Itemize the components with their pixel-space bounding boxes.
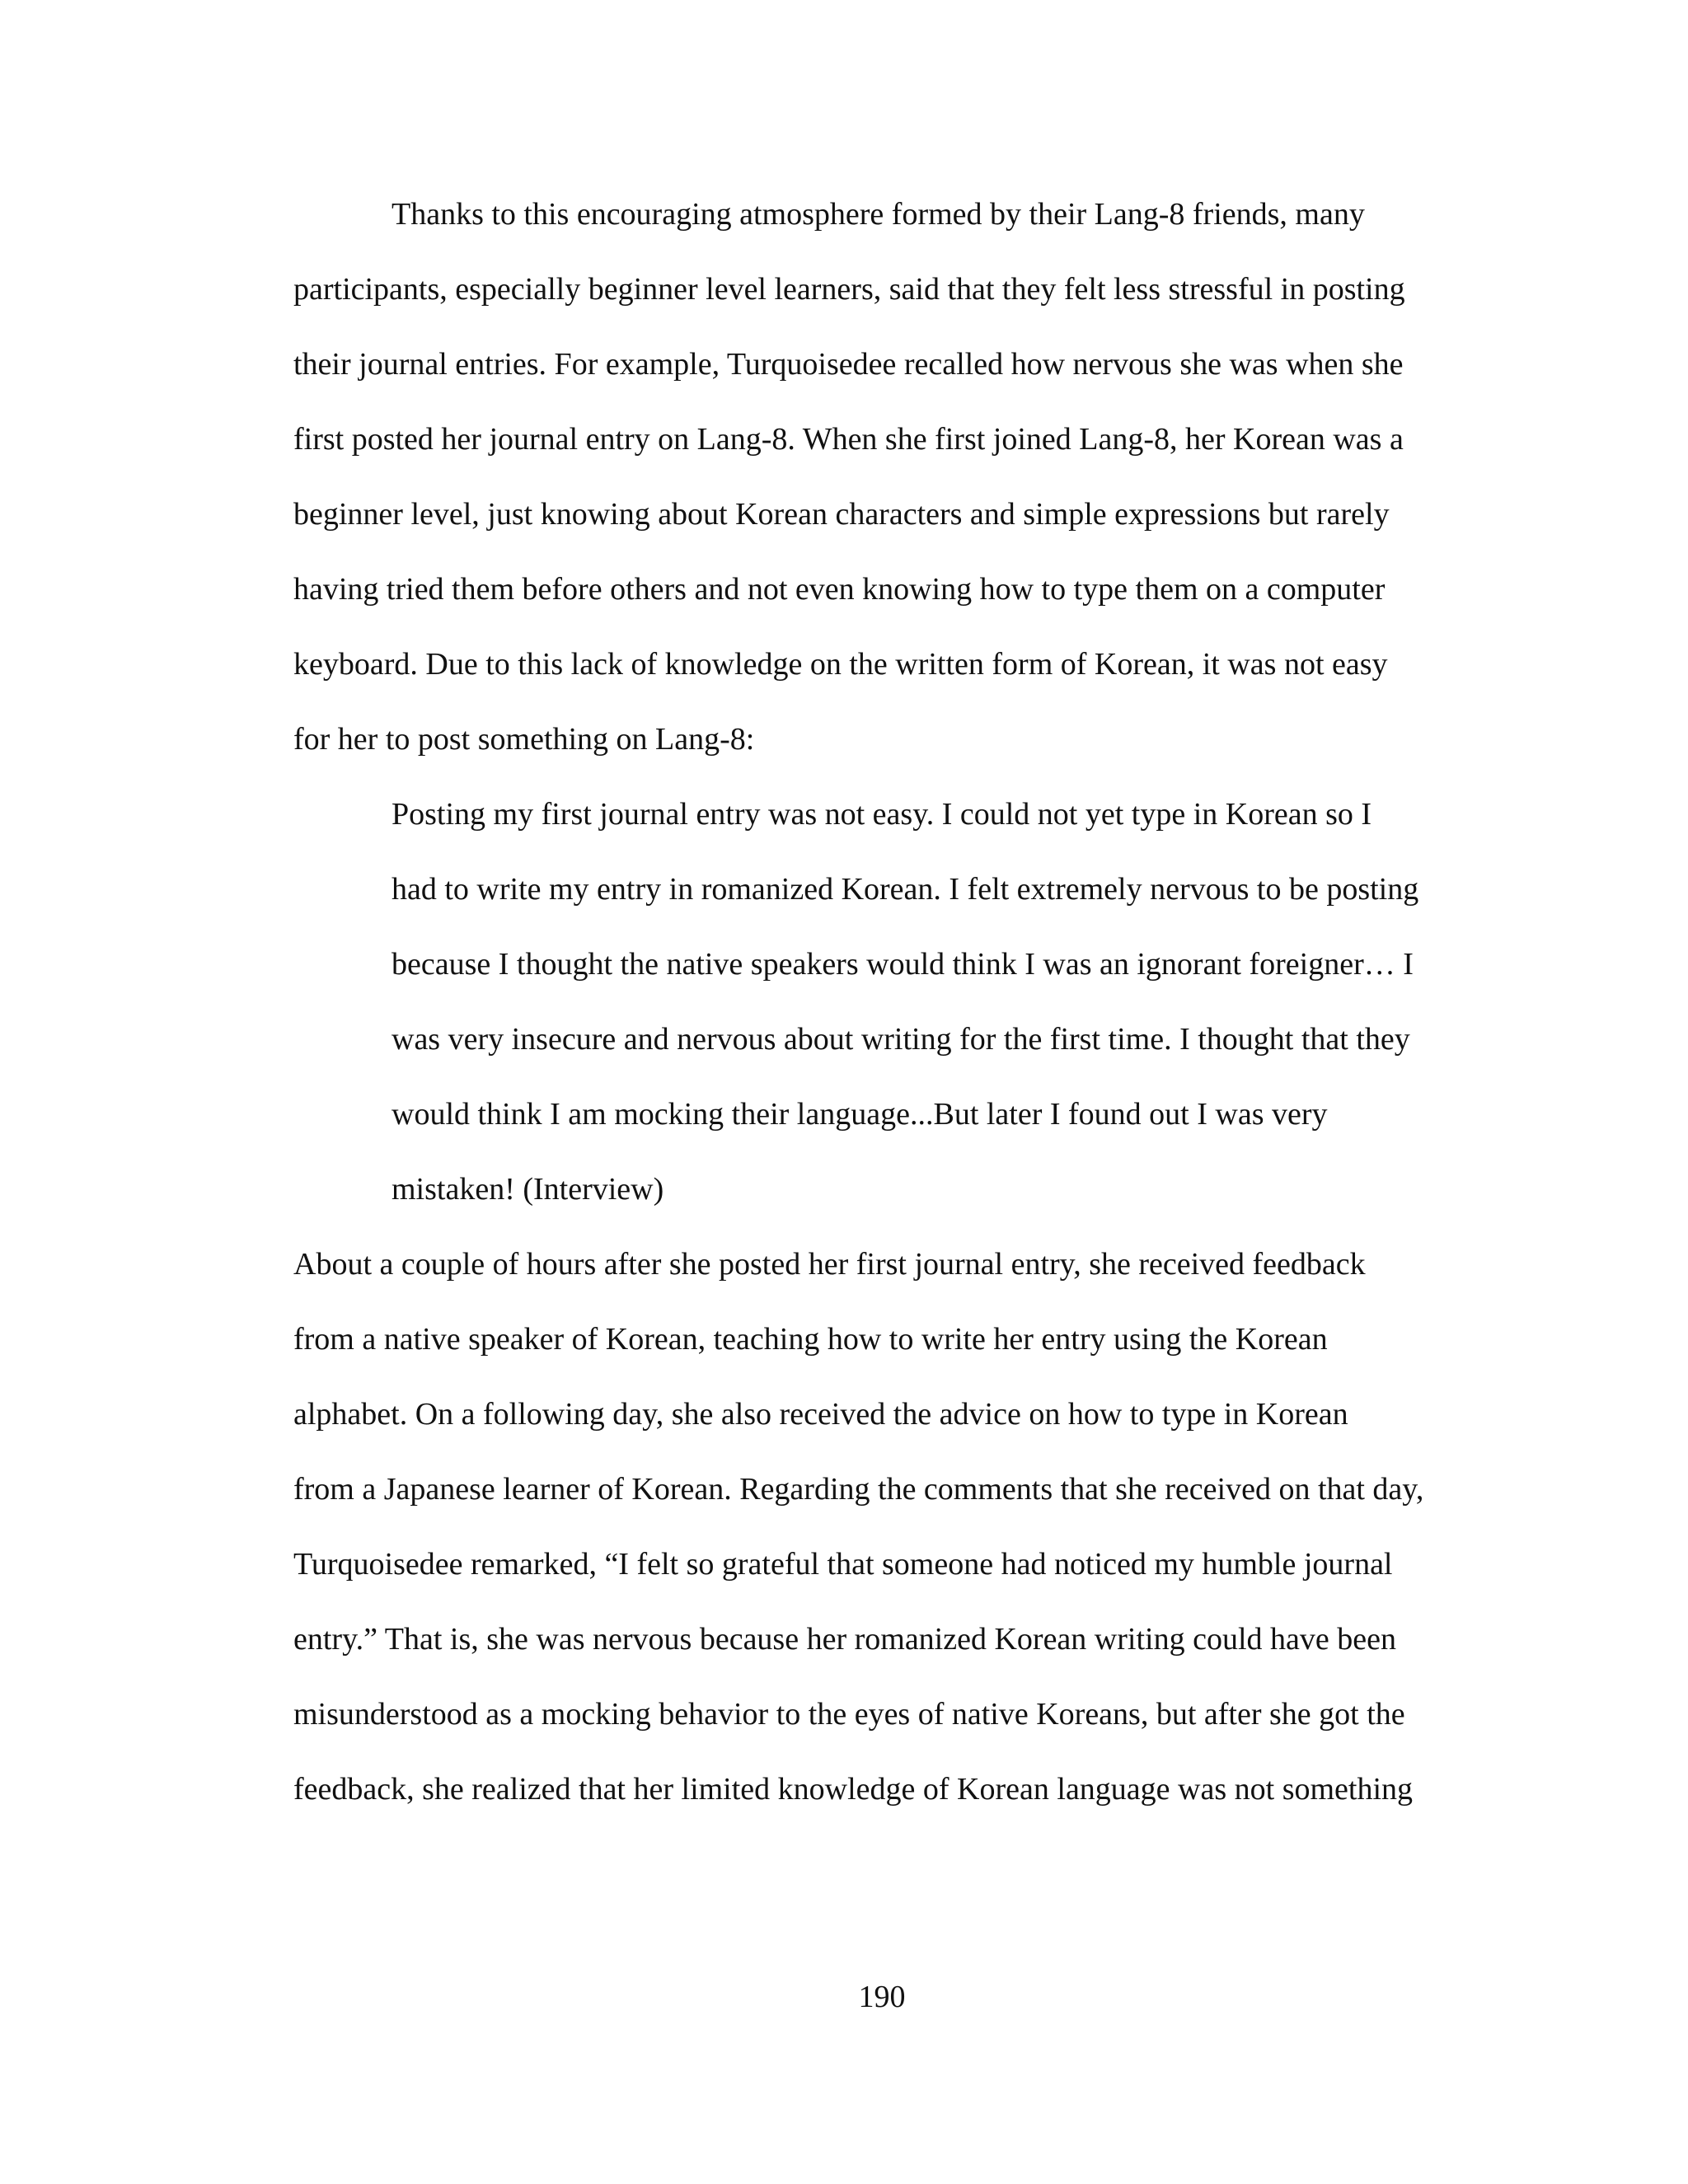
block-quote-line-6: mistaken! (Interview)	[392, 1172, 664, 1207]
block-quote-line-3: because I thought the native speakers would think I was an ignorant foreigner… I	[392, 947, 1414, 982]
paragraph-2-line-5: Turquoisedee remarked, “I felt so grateful that someone had noticed my humble journal	[293, 1547, 1393, 1582]
paragraph-1-line-6: having tried them before others and not even knowing how to type them on a computer	[293, 572, 1386, 607]
block-quote-line-4: was very insecure and nervous about writing for the first time. I thought that they	[392, 1022, 1410, 1057]
paragraph-1-line-2: participants, especially beginner level learners, said that they felt less stressful in posting	[293, 272, 1405, 307]
paragraph-2-line-2: from a native speaker of Korean, teaching how to write her entry using the Korean	[293, 1322, 1328, 1357]
paragraph-2-line-8: feedback, she realized that her limited knowledge of Korean language was not something	[293, 1772, 1414, 1807]
block-quote-line-1: Posting my first journal entry was not easy. I could not yet type in Korean so I	[392, 797, 1372, 832]
paragraph-1-line-3: their journal entries. For example, Turquoisedee recalled how nervous she was when she	[293, 347, 1404, 382]
block-quote-line-5: would think I am mocking their language...But later I found out I was very	[392, 1097, 1328, 1132]
paragraph-1-line-1: Thanks to this encouraging atmosphere formed by their Lang-8 friends, many	[392, 197, 1365, 232]
paragraph-2-line-7: misunderstood as a mocking behavior to the eyes of native Koreans, but after she got the	[293, 1697, 1405, 1732]
paragraph-1-line-5: beginner level, just knowing about Korean characters and simple expressions but rarely	[293, 497, 1390, 532]
page-number: 190	[858, 1980, 906, 2014]
paragraph-2-line-4: from a Japanese learner of Korean. Regarding the comments that she received on that day,	[293, 1472, 1424, 1507]
paragraph-2-line-1: About a couple of hours after she posted her first journal entry, she received feedback	[293, 1247, 1366, 1282]
paragraph-2-line-6: entry.” That is, she was nervous because her romanized Korean writing could have been	[293, 1622, 1396, 1657]
paragraph-2-line-3: alphabet. On a following day, she also received the advice on how to type in Korean	[293, 1397, 1348, 1432]
paragraph-1-line-4: first posted her journal entry on Lang-8. When she first joined Lang-8, her Korean was a	[293, 422, 1404, 457]
block-quote-line-2: had to write my entry in romanized Korean. I felt extremely nervous to be posting	[392, 872, 1419, 907]
paragraph-1-line-8: for her to post something on Lang-8:	[293, 722, 755, 757]
paragraph-1-line-7: keyboard. Due to this lack of knowledge on the written form of Korean, it was not easy	[293, 647, 1388, 682]
